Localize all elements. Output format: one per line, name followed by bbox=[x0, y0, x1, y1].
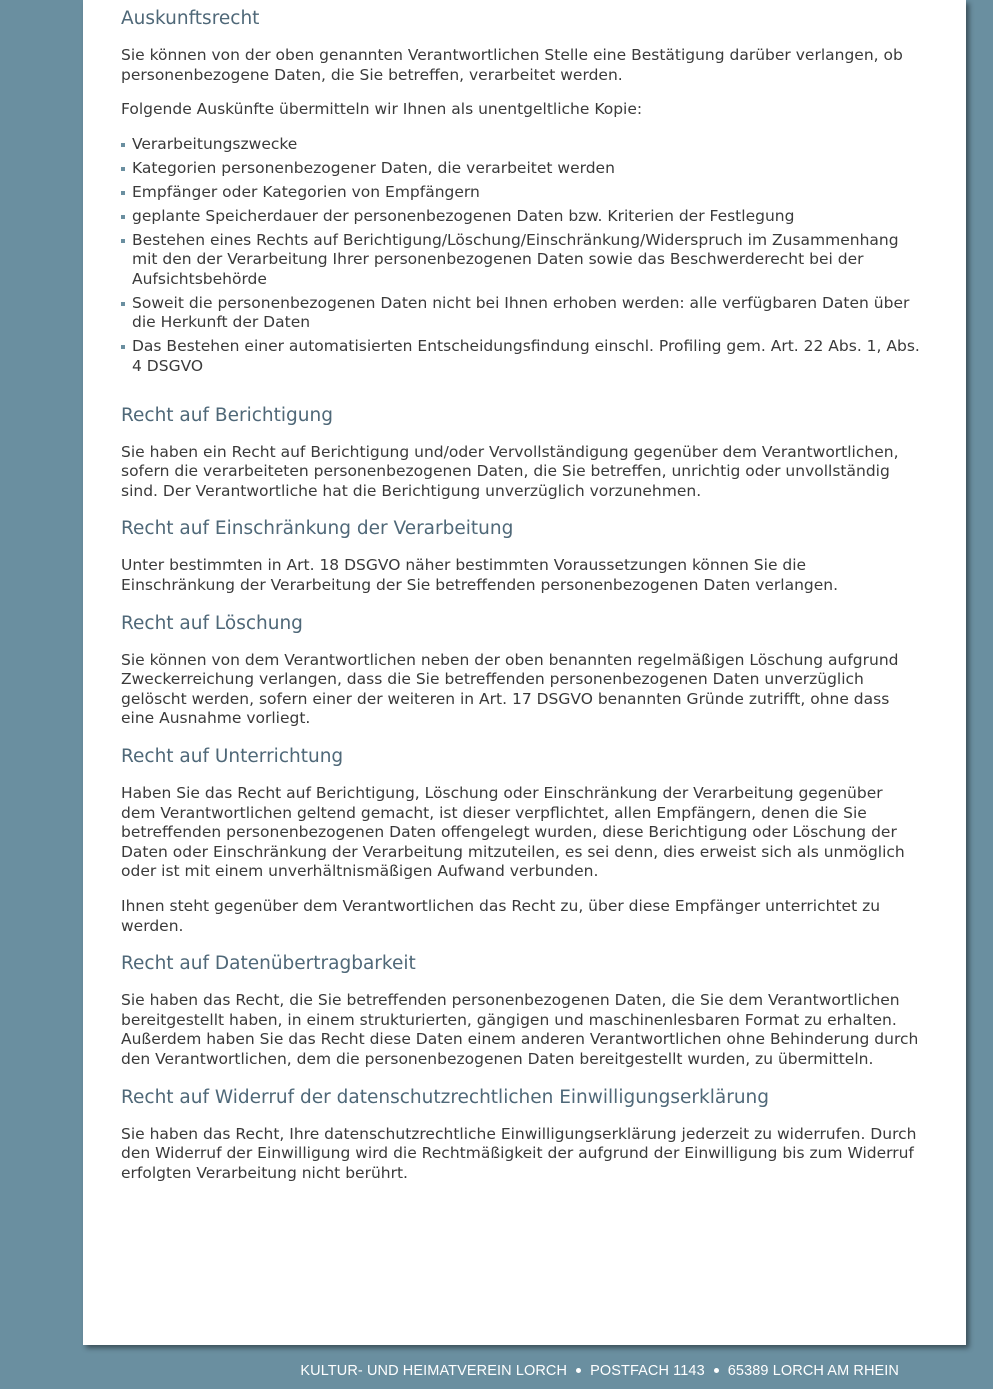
section-heading: Recht auf Unterrichtung bbox=[121, 746, 344, 767]
section-heading: Recht auf Einschränkung der Verarbeitung bbox=[121, 518, 514, 540]
bullet-icon bbox=[121, 167, 125, 171]
section-einschraenkung bbox=[121, 516, 921, 595]
paragraph: Sie haben ein Recht auf Berichtigung und/oder Vervollständigung gegenüber dem Verantwortlichen, sofern die verarbeiteten personenbezogenen Daten, die Sie betreffen, unrichtig oder unvollständig sind. Der Verantwortliche hat die Berichtigung unverzüglich vorzunehmen. bbox=[121, 442, 899, 500]
footer-org: KULTUR- UND HEIMATVEREIN LORCH bbox=[300, 1363, 568, 1379]
paragraph: Sie haben das Recht, die Sie betreffenden personenbezogenen Daten, die Sie dem Verantwortlichen bereitgestellt haben, in einem strukturierten, gängigen und maschinenlesbaren Format zu erhalten. Außerdem haben Sie das Recht diese Daten einem anderen Verantwortlichen ohne Behinderung durch den Verantwortlichen, dem die personenbezogenen Daten bereitgestellt wurden, zu übermitteln. bbox=[121, 991, 919, 1068]
list-item bbox=[121, 231, 921, 290]
list-item bbox=[121, 294, 921, 333]
footer-postbox: POSTFACH 1143 bbox=[590, 1363, 705, 1379]
section-loeschung bbox=[121, 611, 921, 729]
content-page bbox=[83, 0, 966, 1345]
list-item-text: Kategorien personenbezogener Daten, die verarbeitet werden bbox=[132, 158, 615, 177]
list-item-text: geplante Speicherdauer der personenbezogenen Daten bzw. Kriterien der Festlegung bbox=[132, 206, 795, 225]
bullet-icon bbox=[121, 239, 125, 243]
section-datenuebertragbarkeit bbox=[121, 951, 921, 1069]
list-item-text: Soweit die personenbezogenen Daten nicht bei Ihnen erhoben werden: alle verfügbaren Daten über die Herkunft der Daten bbox=[132, 293, 910, 332]
section-auskunftsrecht bbox=[121, 6, 921, 403]
list-item bbox=[121, 135, 921, 155]
site-footer bbox=[0, 1363, 993, 1379]
list-item bbox=[121, 207, 921, 227]
list-item bbox=[121, 183, 921, 203]
paragraph: Sie können von der oben genannten Verantwortlichen Stelle eine Bestätigung darüber verlangen, ob personenbezogene Daten, die Sie betreffen, verarbeitet werden. bbox=[121, 46, 903, 84]
information-list bbox=[121, 135, 921, 377]
bullet-icon bbox=[121, 302, 125, 306]
paragraph: Sie können von dem Verantwortlichen neben der oben benannten regelmäßigen Löschung aufgrund Zweckerreichung verlangen, dass die Sie betreffenden personenbezogenen Daten unverzüglich gelöscht werden, sofern einer der weiteren in Art. 17 DSGVO benannten Gründe zutrifft, ohne dass eine Ausnahme vorliegt. bbox=[121, 650, 899, 728]
list-item-text: Verarbeitungszwecke bbox=[132, 134, 298, 153]
section-heading: Recht auf Löschung bbox=[121, 612, 303, 634]
paragraph: Ihnen steht gegenüber dem Verantwortlichen das Recht zu, über diese Empfänger unterrichtet zu werden. bbox=[121, 896, 881, 935]
list-item-text: Empfänger oder Kategorien von Empfängern bbox=[132, 182, 480, 201]
list-item bbox=[121, 159, 921, 179]
section-widerruf bbox=[121, 1085, 921, 1184]
list-item-text: Bestehen eines Rechts auf Berichtigung/Löschung/Einschränkung/Widerspruch im Zusammenhang mit den der Verarbeitung Ihrer personenbezogenen Daten sowie das Beschwerderecht bei der Aufsichtsbehörde bbox=[132, 230, 899, 288]
section-heading: Recht auf Berichtigung bbox=[121, 404, 333, 426]
list-item-text: Das Bestehen einer automatisierten Entscheidungsfindung einschl. Profiling gem. Art. 22 Abs. 1, Abs. 4 DSGVO bbox=[132, 337, 920, 376]
section-heading: Recht auf Datenübertragbarkeit bbox=[121, 953, 416, 975]
paragraph: Sie haben das Recht, Ihre datenschutzrechtliche Einwilligungserklärung jederzeit zu widerrufen. Durch den Widerruf der Einwilligung wird die Rechtmäßigkeit der aufgrund der Einwilligung bis zum Widerruf erfolgten Verarbeitung nicht berührt. bbox=[121, 1124, 917, 1182]
section-heading: Auskunftsrecht bbox=[121, 8, 260, 29]
section-unterrichtung bbox=[121, 744, 921, 936]
paragraph: Unter bestimmten in Art. 18 DSGVO näher bestimmten Voraussetzungen können Sie die Einschränkung der Verarbeitung der Sie betreffenden personenbezogenen Daten verlangen. bbox=[121, 556, 839, 595]
privacy-content bbox=[121, 6, 921, 1198]
paragraph: Folgende Auskünfte übermitteln wir Ihnen als unentgeltliche Kopie: bbox=[121, 100, 643, 119]
bullet-icon bbox=[121, 143, 125, 147]
separator-dot-icon bbox=[714, 1368, 719, 1373]
separator-dot-icon bbox=[576, 1368, 581, 1373]
list-item bbox=[121, 337, 921, 376]
bullet-icon bbox=[121, 191, 125, 195]
bullet-icon bbox=[121, 345, 125, 349]
footer-city: 65389 LORCH AM RHEIN bbox=[727, 1363, 899, 1379]
paragraph: Haben Sie das Recht auf Berichtigung, Löschung oder Einschränkung der Verarbeitung gegenüber dem Verantwortlichen geltend gemacht, ist dieser verpflichtet, allen Empfängern, denen die Sie betreffenden personenbezogenen Daten offengelegt wurden, diese Berichtigung oder Löschung der Daten oder Einschränkung der Verarbeitung mitzuteilen, es sei denn, dies erweist sich als unmöglich oder ist mit einem unverhältnismäßigen Aufwand verbunden. bbox=[121, 784, 905, 881]
section-heading: Recht auf Widerruf der datenschutzrechtlichen Einwilligungserklärung bbox=[121, 1086, 770, 1108]
bullet-icon bbox=[121, 215, 125, 219]
section-berichtigung bbox=[121, 403, 921, 502]
